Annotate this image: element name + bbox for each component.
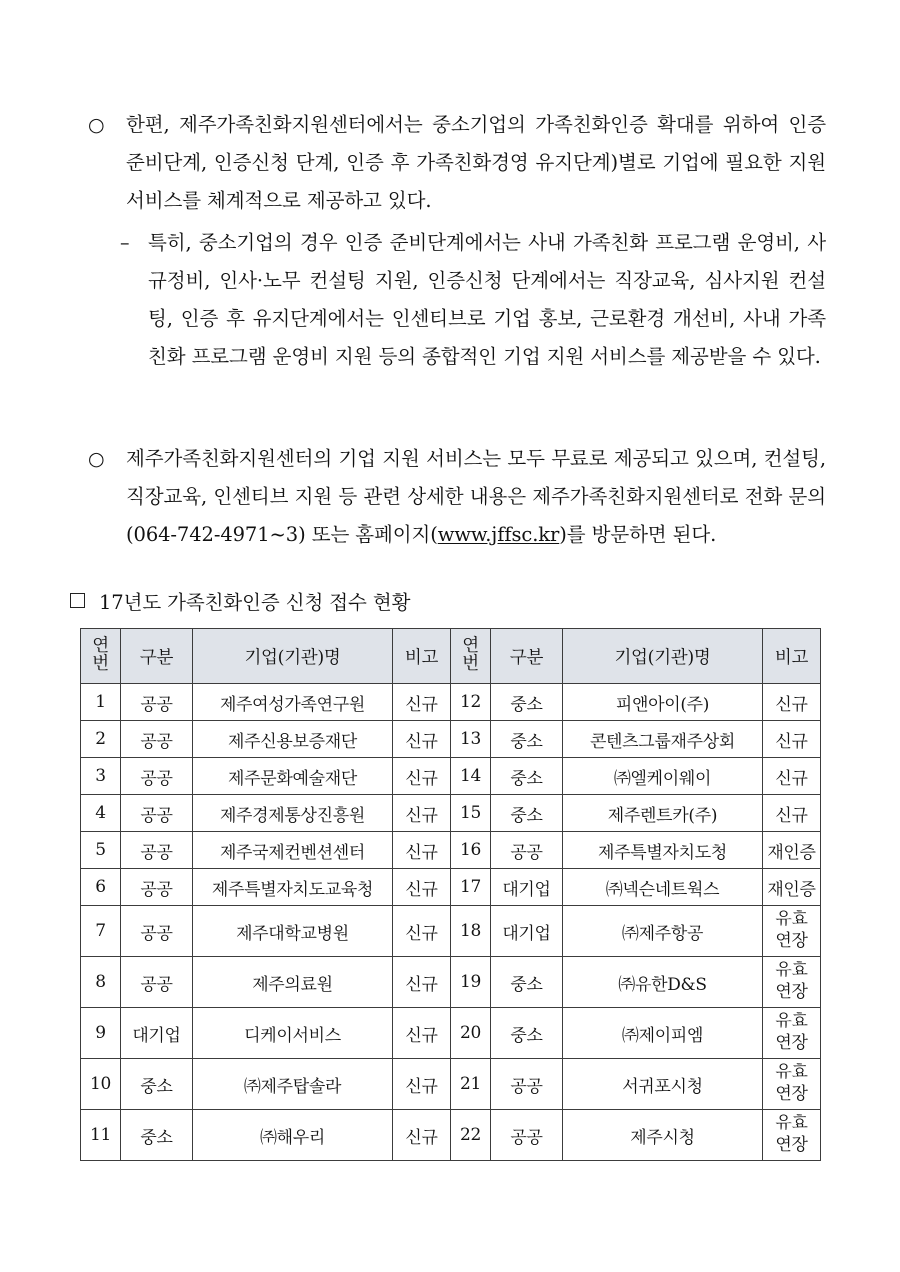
paragraph-block-2 <box>78 224 826 376</box>
paragraph-block-1 <box>78 106 826 220</box>
table-row <box>81 957 821 1008</box>
cell-no: 9 <box>81 1008 121 1059</box>
cell-remark: 신규 <box>393 1008 451 1059</box>
paragraph-2 <box>78 224 826 376</box>
cell-company-name: ㈜엘케이웨이 <box>563 758 763 795</box>
header-no-left-line1: 연 <box>92 636 109 657</box>
cell-company-name: 제주시청 <box>563 1110 763 1161</box>
cell-remark: 신규 <box>393 906 451 957</box>
cell-remark-line1: 유효 <box>775 1062 808 1083</box>
table-row <box>81 1008 821 1059</box>
cell-no: 10 <box>81 1059 121 1110</box>
cell-company-name: 제주렌트카(주) <box>563 795 763 832</box>
cell-company-name: 제주의료원 <box>193 957 393 1008</box>
cell-no: 3 <box>81 758 121 795</box>
paragraph-3-text-after-url: )를 방문하면 된다. <box>559 523 717 546</box>
cell-remark-line2: 연장 <box>775 1033 808 1053</box>
cell-type: 중소 <box>491 758 563 795</box>
cell-remark: 신규 <box>393 957 451 1008</box>
cell-type: 공공 <box>121 795 193 832</box>
circle-bullet-icon: ○ <box>88 114 105 136</box>
cell-remark <box>763 957 821 1008</box>
dash-bullet-icon: – <box>120 232 130 254</box>
header-no-left-line2: 번 <box>92 654 109 674</box>
table-row <box>81 684 821 721</box>
table-row <box>81 869 821 906</box>
cell-remark: 신규 <box>393 684 451 721</box>
cell-no: 22 <box>451 1110 491 1161</box>
header-no-left <box>81 629 121 684</box>
cell-type: 중소 <box>121 1059 193 1110</box>
cell-type: 중소 <box>121 1110 193 1161</box>
cell-company-name: ㈜넥슨네트웍스 <box>563 869 763 906</box>
cell-company-name: 제주특별자치도청 <box>563 832 763 869</box>
cell-remark <box>763 1059 821 1110</box>
cell-remark: 신규 <box>393 832 451 869</box>
cell-company-name: 제주신용보증재단 <box>193 721 393 758</box>
cell-no: 7 <box>81 906 121 957</box>
cell-type: 공공 <box>121 957 193 1008</box>
cell-type: 중소 <box>491 957 563 1008</box>
table-row <box>81 721 821 758</box>
cell-no: 18 <box>451 906 491 957</box>
paragraph-1 <box>78 106 826 220</box>
cell-company-name: ㈜제주항공 <box>563 906 763 957</box>
cell-company-name: 콘텐츠그룹재주상회 <box>563 721 763 758</box>
table-row <box>81 906 821 957</box>
cell-type: 중소 <box>491 684 563 721</box>
cell-type: 공공 <box>491 832 563 869</box>
cell-company-name: ㈜해우리 <box>193 1110 393 1161</box>
cell-company-name: 제주특별자치도교육청 <box>193 869 393 906</box>
paragraph-1-text: 한편, 제주가족친화지원센터에서는 중소기업의 가족친화인증 확대를 위하여 인증 준비단계, 인증신청 단계, 인증 후 가족친화경영 유지단계)별로 기업에 필요한 지원서비스를 체계적으로 제공하고 있다. <box>126 113 826 212</box>
square-bullet-icon <box>70 593 85 608</box>
cell-type: 대기업 <box>491 869 563 906</box>
cell-type: 중소 <box>491 721 563 758</box>
cell-company-name: 제주문화예술재단 <box>193 758 393 795</box>
header-no-right-line2: 번 <box>462 654 479 674</box>
cell-remark-line2: 연장 <box>775 1084 808 1104</box>
cell-remark: 신규 <box>393 758 451 795</box>
paragraph-3-text <box>126 440 826 554</box>
paragraph-block-3 <box>78 440 826 554</box>
cell-company-name: 디케이서비스 <box>193 1008 393 1059</box>
table-row <box>81 1059 821 1110</box>
circle-bullet-icon: ○ <box>88 448 105 470</box>
cell-company-name: 서귀포시청 <box>563 1059 763 1110</box>
cell-remark-line2: 연장 <box>775 931 808 951</box>
cell-type: 대기업 <box>121 1008 193 1059</box>
cell-remark: 신규 <box>763 795 821 832</box>
cell-company-name: 피앤아이(주) <box>563 684 763 721</box>
cell-remark: 신규 <box>393 795 451 832</box>
paragraph-3 <box>78 440 826 554</box>
table-header <box>81 629 821 684</box>
cell-company-name: ㈜제주탑솔라 <box>193 1059 393 1110</box>
cell-remark <box>763 1008 821 1059</box>
homepage-url-link[interactable]: www.jffsc.kr <box>437 523 560 546</box>
header-type-left: 구분 <box>121 629 193 684</box>
cell-type: 공공 <box>491 1059 563 1110</box>
table-row <box>81 1110 821 1161</box>
cell-no: 6 <box>81 869 121 906</box>
cell-type: 공공 <box>121 832 193 869</box>
cell-remark: 신규 <box>393 1110 451 1161</box>
cell-company-name: ㈜제이피엠 <box>563 1008 763 1059</box>
cell-no: 15 <box>451 795 491 832</box>
cell-type: 공공 <box>491 1110 563 1161</box>
cell-no: 12 <box>451 684 491 721</box>
header-no-right <box>451 629 491 684</box>
table-row <box>81 795 821 832</box>
cell-no: 1 <box>81 684 121 721</box>
cell-remark <box>763 906 821 957</box>
cell-type: 공공 <box>121 758 193 795</box>
cell-no: 5 <box>81 832 121 869</box>
cell-remark: 신규 <box>393 869 451 906</box>
cell-remark-line1: 유효 <box>775 960 808 981</box>
cell-remark: 재인증 <box>763 832 821 869</box>
header-remark-left: 비고 <box>393 629 451 684</box>
cell-remark: 신규 <box>763 684 821 721</box>
cell-no: 13 <box>451 721 491 758</box>
table-body <box>81 684 821 1161</box>
cell-type: 공공 <box>121 906 193 957</box>
cell-remark-line2: 연장 <box>775 1135 808 1155</box>
header-type-right: 구분 <box>491 629 563 684</box>
cell-type: 공공 <box>121 869 193 906</box>
cell-company-name: 제주여성가족연구원 <box>193 684 393 721</box>
cell-remark: 신규 <box>393 1059 451 1110</box>
cell-remark-line1: 유효 <box>775 909 808 930</box>
table-caption-text: 17년도 가족친화인증 신청 접수 현황 <box>99 591 411 614</box>
cell-company-name: ㈜유한D&S <box>563 957 763 1008</box>
header-name-left: 기업(기관)명 <box>193 629 393 684</box>
cell-remark: 신규 <box>763 721 821 758</box>
cell-no: 17 <box>451 869 491 906</box>
table-row <box>81 832 821 869</box>
cell-remark-line1: 유효 <box>775 1011 808 1032</box>
cell-no: 8 <box>81 957 121 1008</box>
header-remark-right: 비고 <box>763 629 821 684</box>
cell-type: 대기업 <box>491 906 563 957</box>
cell-remark: 재인증 <box>763 869 821 906</box>
cell-remark: 신규 <box>393 721 451 758</box>
cell-no: 4 <box>81 795 121 832</box>
cell-company-name: 제주대학교병원 <box>193 906 393 957</box>
cell-no: 11 <box>81 1110 121 1161</box>
header-no-right-line1: 연 <box>462 636 479 657</box>
cell-no: 21 <box>451 1059 491 1110</box>
cell-no: 20 <box>451 1008 491 1059</box>
cell-type: 공공 <box>121 721 193 758</box>
cell-no: 2 <box>81 721 121 758</box>
table-caption <box>70 588 410 618</box>
table-header-row <box>81 629 821 684</box>
cell-type: 공공 <box>121 684 193 721</box>
cell-company-name: 제주경제통상진흥원 <box>193 795 393 832</box>
table-row <box>81 758 821 795</box>
certification-table-wrapper <box>80 628 820 1161</box>
cell-company-name: 제주국제컨벤션센터 <box>193 832 393 869</box>
cell-remark-line1: 유효 <box>775 1113 808 1134</box>
cell-no: 14 <box>451 758 491 795</box>
header-name-right: 기업(기관)명 <box>563 629 763 684</box>
cell-remark-line2: 연장 <box>775 982 808 1002</box>
cell-type: 중소 <box>491 795 563 832</box>
certification-application-table <box>80 628 821 1161</box>
paragraph-3-text-before-url: 제주가족친화지원센터의 기업 지원 서비스는 모두 무료로 제공되고 있으며, 컨설팅, 직장교육, 인센티브 지원 등 관련 상세한 내용은 제주가족친화지원센터로 전화 문의(064-742-4971~3) 또는 홈페이지( <box>126 447 826 546</box>
cell-type: 중소 <box>491 1008 563 1059</box>
paragraph-2-text: 특히, 중소기업의 경우 인증 준비단계에서는 사내 가족친화 프로그램 운영비, 사규정비, 인사·노무 컨설팅 지원, 인증신청 단계에서는 직장교육, 심사지원 컨설팅, 인증 후 유지단계에서는 인센티브로 기업 홍보, 근로환경 개선비, 사내 가족친화 프로그램 운영비 지원 등의 종합적인 기업 지원 서비스를 제공받을 수 있다. <box>148 231 826 368</box>
cell-no: 19 <box>451 957 491 1008</box>
cell-remark: 신규 <box>763 758 821 795</box>
cell-no: 16 <box>451 832 491 869</box>
cell-remark <box>763 1110 821 1161</box>
